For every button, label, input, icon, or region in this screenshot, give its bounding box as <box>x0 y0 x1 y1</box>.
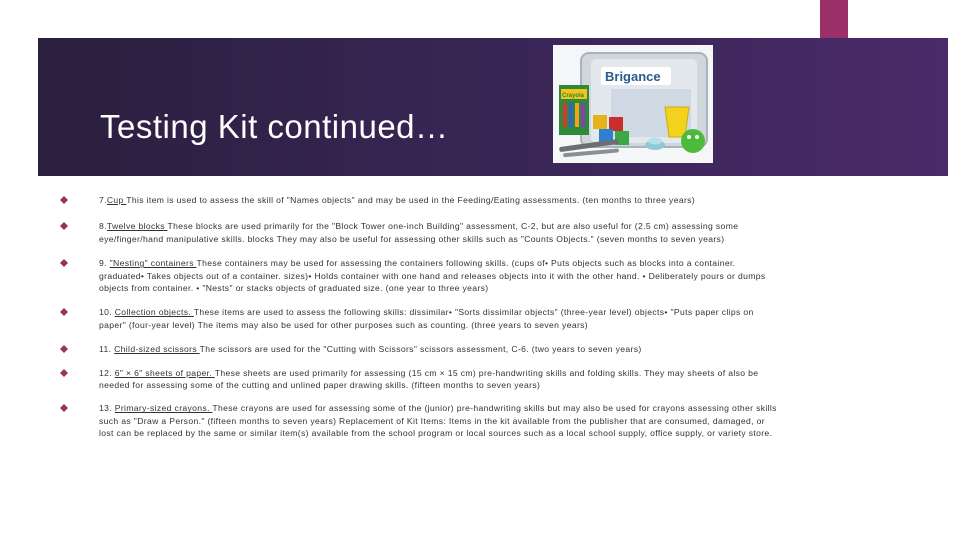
diamond-bullet-icon <box>60 222 68 230</box>
item-prefix: 12. <box>99 367 115 378</box>
item-prefix: 10. <box>99 307 115 318</box>
item-text: These sheets are used primarily for assessing (15 cm × 15 cm) pre-handwriting skills and folding skills. They may sheets of also be needed for assessing some of the cutting and unlined paper drawing skills. (fifteen months to seven years) <box>99 367 759 391</box>
diamond-bullet-icon <box>60 369 68 377</box>
item-heading: Cup <box>106 195 127 205</box>
item-list <box>58 194 778 440</box>
slide-title: Testing Kit continued… <box>100 108 449 146</box>
diamond-bullet-icon <box>60 308 68 316</box>
list-item <box>58 343 778 355</box>
crayon-brand-text: Crayola <box>562 93 585 99</box>
item-text: These containers may be used for assessing the containers following skills. (cups of• Puts objects such as blocks into a container. graduated• Takes objects out of a container. sizes)• Holds container with one hand and releases objects into it with the other hand. • Deliberately pours or dumps objects from container. • "Nests" or stacks objects of graduated size. (one year to three years) <box>99 258 766 294</box>
list-item <box>58 306 778 331</box>
title-banner <box>38 38 948 176</box>
list-item <box>58 220 778 245</box>
list-item <box>58 402 778 439</box>
item-prefix: 9. <box>99 258 110 269</box>
diamond-bullet-icon <box>60 404 68 412</box>
item-prefix: 11. <box>99 344 115 355</box>
item-text: These crayons are used for assessing some of the (junior) pre-handwriting skills but may also be used for crayons assessing other skills such as "Draw a Person." (fifteen months to seven years) Replacement of Kit Items: Items in the kit available from the publisher that are consumed, damaged, or lost can be replaced by the same or similar item(s) available from the school program or local sources such as a local school supply, office supply, or variety store. <box>99 403 777 439</box>
item-prefix: 7. <box>99 195 107 205</box>
diamond-bullet-icon <box>60 345 68 353</box>
item-heading: Collection objects. <box>114 307 194 318</box>
list-item <box>58 367 778 392</box>
item-heading: 6" × 6" sheets of paper. <box>114 367 215 378</box>
list-item <box>58 257 778 294</box>
list-item <box>58 194 778 206</box>
item-heading: Child-sized scissors <box>114 344 200 355</box>
accent-tab <box>820 0 848 40</box>
diamond-bullet-icon <box>60 259 68 267</box>
item-heading: "Nesting" containers <box>109 258 197 269</box>
item-heading: Primary-sized crayons. <box>114 403 213 414</box>
item-text: The scissors are used for the "Cutting with Scissors" scissors assessment, C-6. (two years to seven years) <box>199 344 642 355</box>
brigance-kit-photo <box>553 45 713 163</box>
diamond-bullet-icon <box>60 196 68 204</box>
item-text: These blocks are used primarily for the "Block Tower one-inch Building" assessment, C-2, but are also useful for (2.5 cm) assessing some eye/finger/hand manipulative skills. blocks They may also be useful for assessing other skills such as "Counts Objects." (seven months to seven years) <box>99 221 739 244</box>
item-text: This item is used to assess the skill of "Names objects" and may be used in the Feeding/Eating assessments. (ten months to three years) <box>126 195 696 205</box>
item-heading: Twelve blocks <box>106 221 168 232</box>
item-prefix: 13. <box>99 403 115 414</box>
item-prefix: 8. <box>99 221 107 232</box>
brigance-logo-text: Brigance <box>605 69 661 84</box>
kit-illustration <box>553 45 713 163</box>
item-text: These items are used to assess the following skills: dissimilar• "Sorts dissimilar objects" (three-year level) objects• "Puts paper clips on paper" (four-year level) The items may also be used for other purposes such as counting. (three years to seven years) <box>99 307 754 330</box>
